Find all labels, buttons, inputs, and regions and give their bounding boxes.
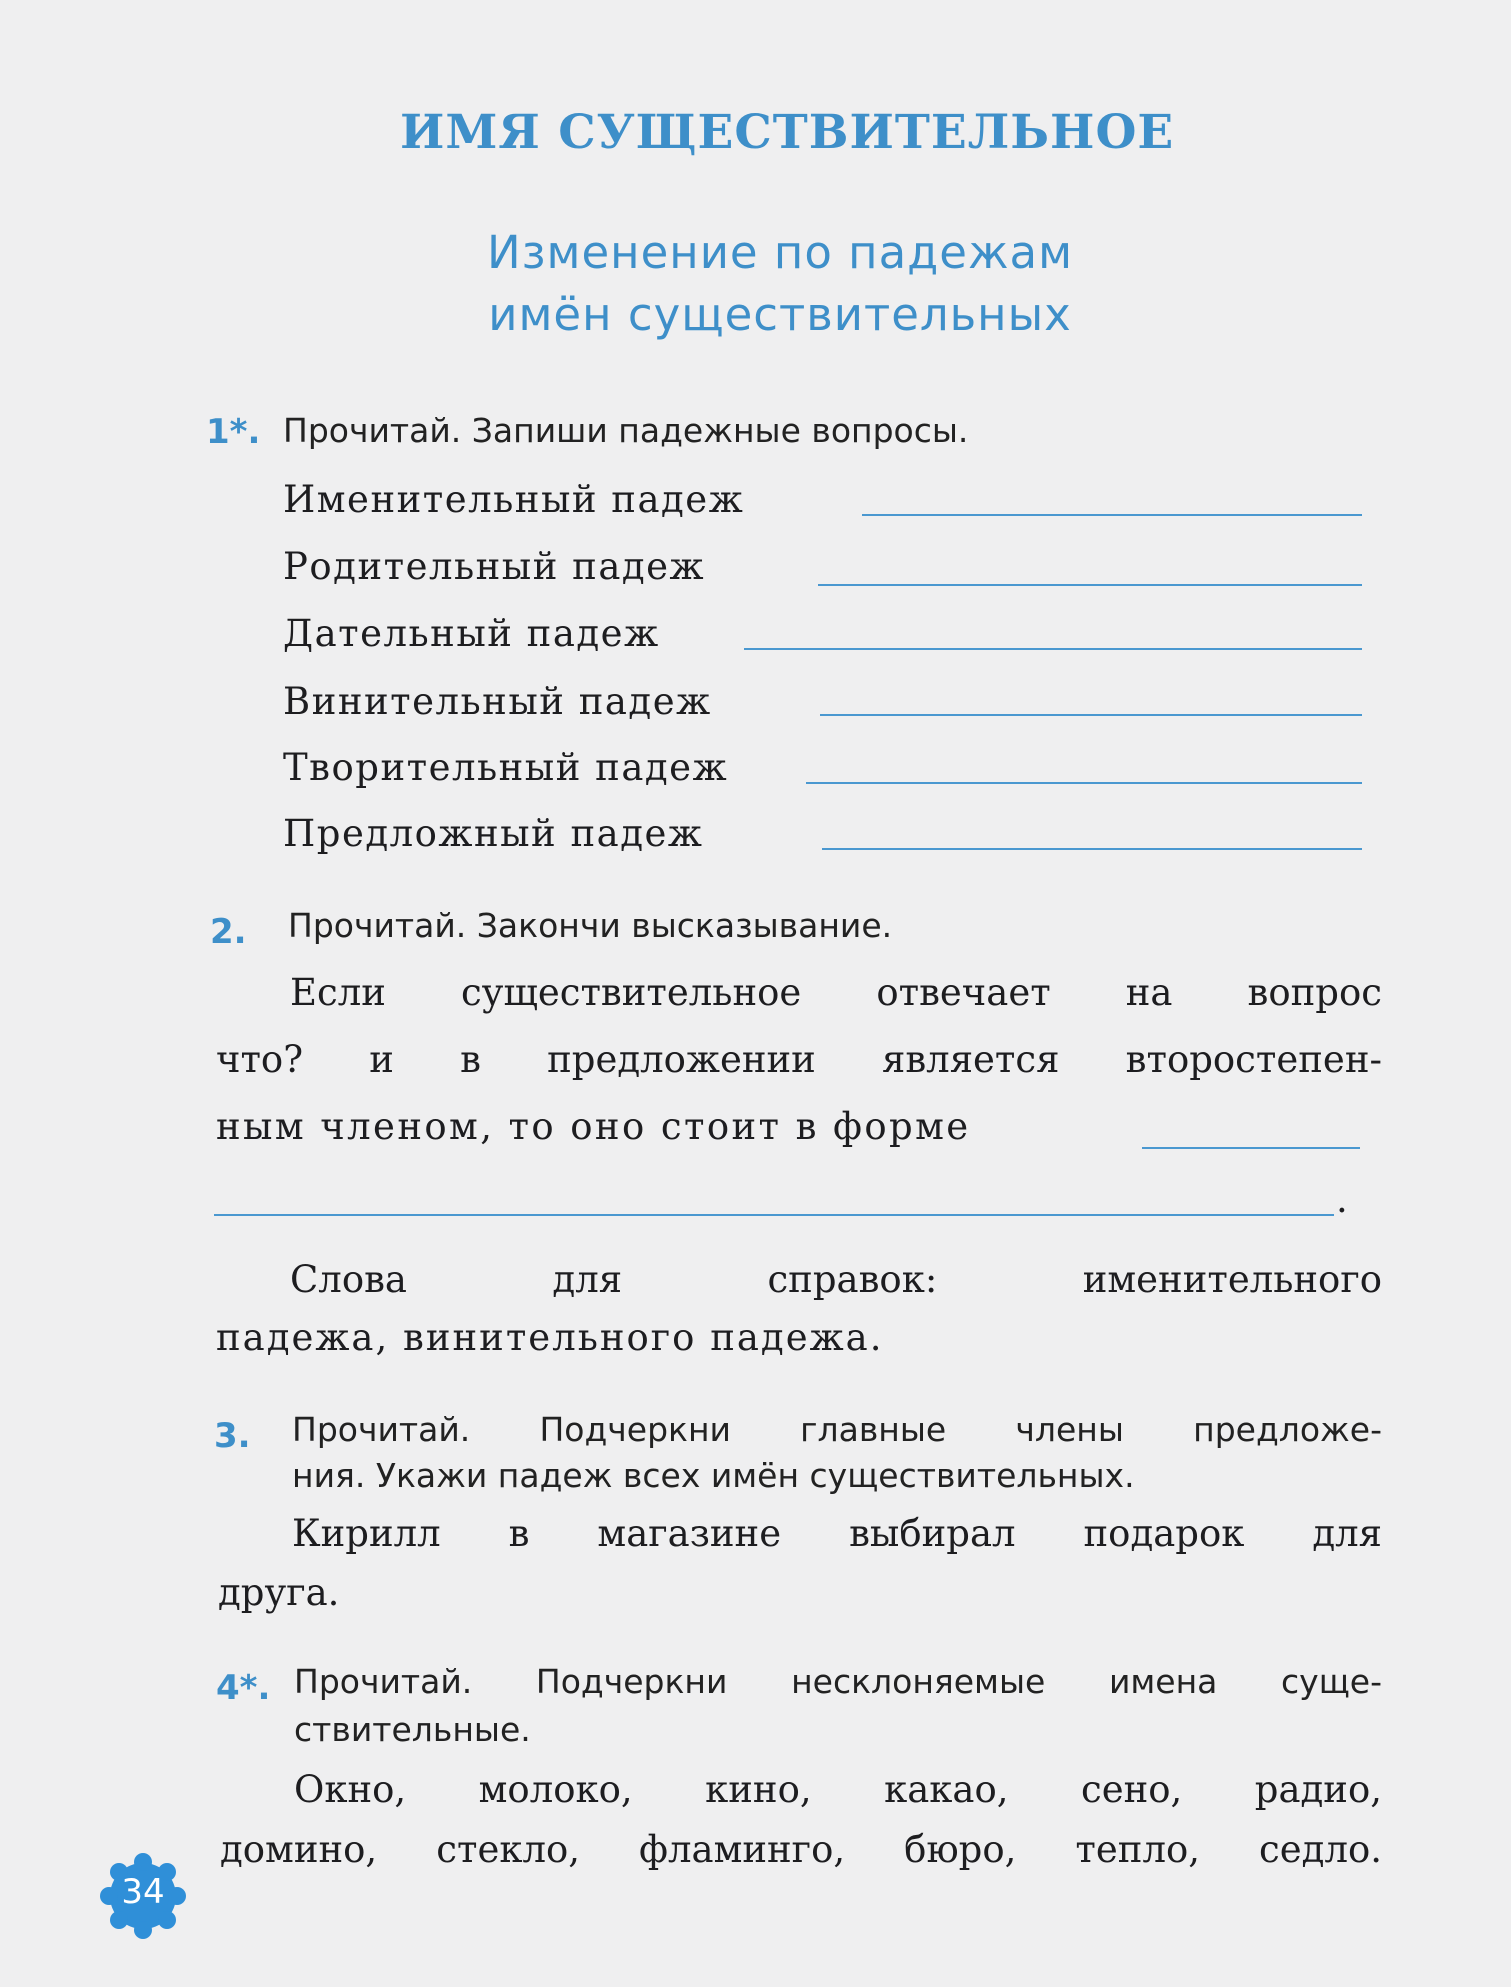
statement-end-period: .: [1336, 1178, 1348, 1221]
answer-line[interactable]: [822, 848, 1362, 850]
answer-line[interactable]: [806, 782, 1362, 784]
statement-line: ным членом, то оно стоит в форме: [216, 1105, 971, 1148]
case-row-dative: [283, 612, 1363, 664]
page-number: 34: [121, 1872, 165, 1912]
exercise-3-instruction: Прочитай. Подчеркни главные члены предложе-: [292, 1410, 1382, 1449]
exercise-1-number: 1*.: [206, 412, 261, 452]
exercise-2-number: 2.: [210, 912, 247, 952]
exercise-4-words: домино, стекло, фламинго, бюро, тепло, седло.: [220, 1828, 1382, 1871]
case-label: Дательный падеж: [283, 612, 660, 655]
case-label: Винительный падеж: [283, 680, 712, 723]
exercise-3-number: 3.: [214, 1416, 251, 1456]
answer-line[interactable]: [744, 648, 1362, 650]
subtitle-line: Изменение по падежам: [486, 226, 1074, 279]
case-row-accusative: [283, 680, 1363, 732]
case-label: Творительный падеж: [283, 746, 729, 789]
chapter-title: ИМЯ СУЩЕСТВИТЕЛЬНОЕ: [400, 105, 1175, 160]
reference-words-line: Слова для справок: именительного: [290, 1258, 1382, 1301]
exercise-4-number: 4*.: [216, 1668, 271, 1708]
case-label: Родительный падеж: [283, 545, 706, 588]
answer-line[interactable]: [1142, 1147, 1360, 1149]
section-subtitle: [370, 222, 1190, 346]
case-row-instrumental: [283, 746, 1363, 798]
statement-line: что? и в предложении является второстепен-: [216, 1038, 1382, 1081]
answer-line[interactable]: [862, 514, 1362, 516]
case-row-prepositional: [283, 812, 1363, 864]
exercise-3-sentence: Кирилл в магазине выбирал подарок для: [292, 1512, 1382, 1555]
case-row-nominative: [283, 478, 1363, 530]
exercise-2-instruction: Прочитай. Закончи высказывание.: [288, 906, 893, 945]
case-row-genitive: [283, 545, 1363, 597]
answer-line[interactable]: [820, 714, 1362, 716]
exercise-4-instruction: Прочитай. Подчеркни несклоняемые имена суще-: [294, 1662, 1382, 1701]
case-label: Именительный падеж: [283, 478, 745, 521]
exercise-1-instruction: Прочитай. Запиши падежные вопросы.: [283, 411, 969, 450]
subtitle-line: имён существительных: [488, 288, 1072, 341]
exercise-4-instruction: ствительные.: [294, 1710, 531, 1749]
case-label: Предложный падеж: [283, 812, 704, 855]
exercise-3-sentence: друга.: [218, 1571, 340, 1614]
answer-line[interactable]: [818, 584, 1362, 586]
reference-words-line: падежа, винительного падежа.: [216, 1316, 884, 1359]
answer-line[interactable]: [214, 1214, 1334, 1216]
exercise-3-instruction: ния. Укажи падеж всех имён существительных.: [292, 1456, 1135, 1495]
statement-line: Если существительное отвечает на вопрос: [290, 971, 1382, 1014]
exercise-4-words: Окно, молоко, кино, какао, сено, радио,: [294, 1768, 1382, 1811]
